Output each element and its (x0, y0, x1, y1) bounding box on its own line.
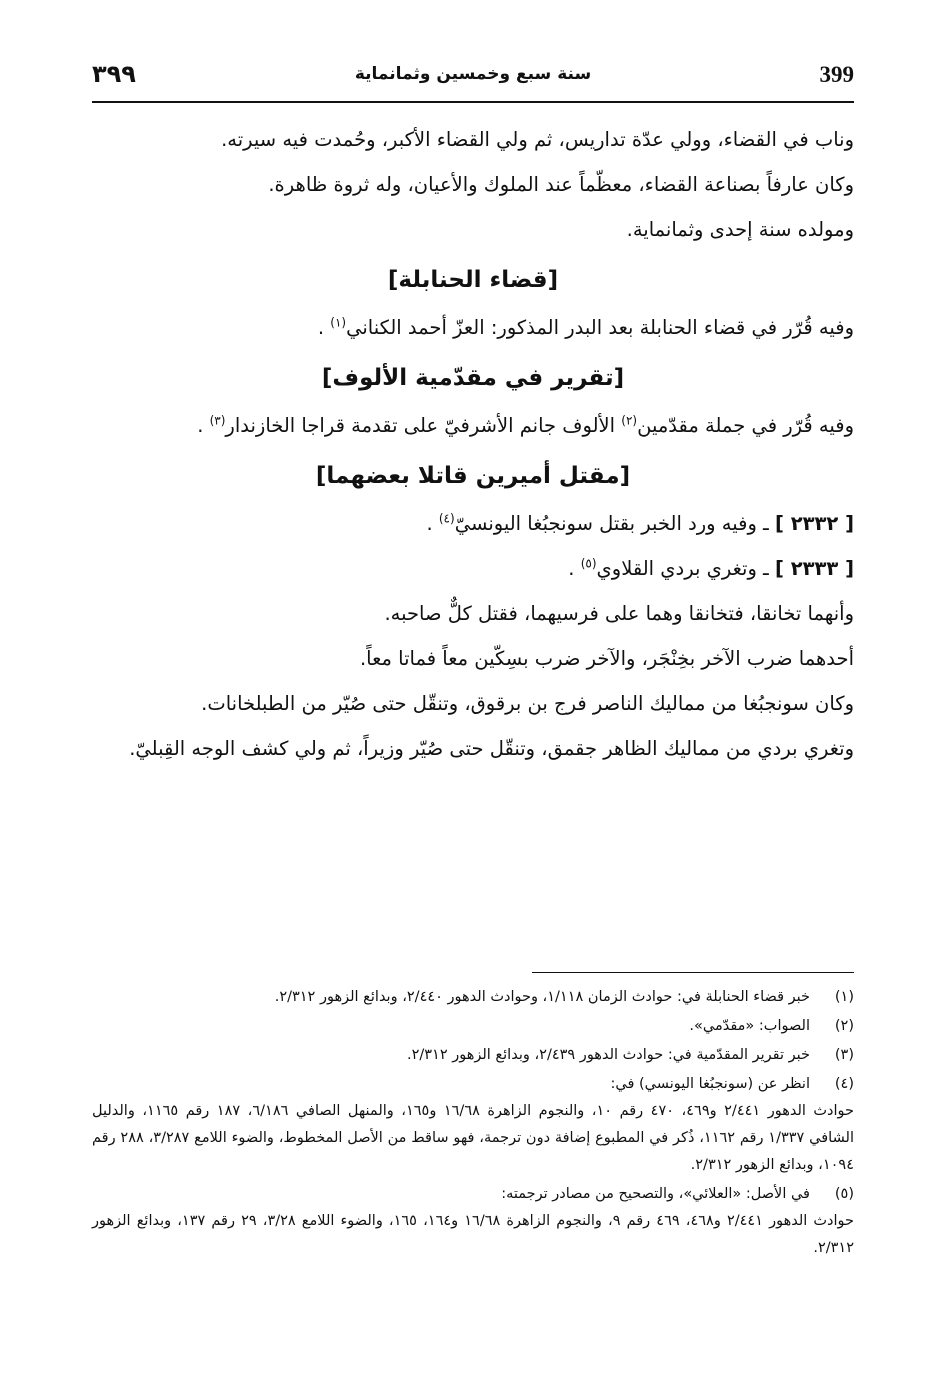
paragraph (92, 408, 854, 444)
paragraph-end: . (197, 414, 204, 437)
footnote-text: الصواب: «مقدّمي». (689, 1018, 810, 1034)
footnote-number: (٢) (834, 1018, 854, 1034)
footnote (92, 1013, 854, 1040)
section-heading: [قضاء الحنابلة] (387, 267, 559, 293)
paragraph: ومولده سنة إحدى وثمانماية. (626, 218, 854, 241)
entry-text: ـ وتغري بردي القلاوي (596, 557, 769, 580)
entry-number: [ ٢٣٣٢ ] (774, 512, 854, 535)
paragraph: وكان عارفاً بصناعة القضاء، معظّماً عند الملوك والأعيان، وله ثروة ظاهرة. (268, 173, 854, 196)
main-text (92, 122, 854, 776)
paragraph: وكان سونجبُغا من مماليك الناصر فرج بن برقوق، وتنقّل حتى صُيّر من الطبلخانات. (201, 692, 854, 715)
paragraph: وأنهما تخانقا، فتخانقا وهما على فرسيهما، فقتل كلٌّ صاحبه. (384, 602, 854, 625)
footnote (92, 984, 854, 1011)
footnote-number: (٤) (834, 1076, 854, 1092)
footnote-ref: (١) (330, 315, 347, 330)
footnote-number: (١) (834, 989, 854, 1005)
footnote-continuation: حوادث الدهور ٢/٤٤١ و٤٦٨، ٤٦٩ رقم ٩، والنجوم الزاهرة ١٦/٦٨ و١٦٤، ١٦٥، والضوء اللامع ٣/٢٨، ٢٩ رقم ١٣٧، وبدائع الزهور ٢/٣١٢. (92, 1213, 854, 1256)
paragraph-end: . (426, 512, 433, 535)
header-rule (92, 101, 854, 103)
footnote-text: انظر عن (سونجبُغا اليونسي) في: (610, 1076, 810, 1092)
running-title: سنة سبع وخمسين وثمانماية (354, 64, 592, 84)
paragraph: وناب في القضاء، وولي عدّة تداريس، ثم ولي القضاء الأكبر، وحُمدت فيه سيرته. (221, 128, 854, 151)
entry (92, 551, 854, 587)
footnote-ref: (٤) (438, 511, 455, 526)
footnote-ref: (٥) (580, 556, 597, 571)
paragraph-end: . (317, 316, 325, 339)
footnote-number: (٣) (834, 1047, 854, 1063)
page-header (92, 62, 854, 96)
footnote-text: خبر تقرير المقدّمية في: حوادث الدهور ٢/٤٣٩، وبدائع الزهور ٢/٣١٢. (406, 1047, 810, 1063)
footnote-number: (٥) (834, 1186, 854, 1202)
footnote-separator (532, 972, 854, 973)
footnote (92, 1042, 854, 1069)
paragraph (92, 310, 854, 346)
section-heading: [مقتل أميرين قاتلا بعضهما] (315, 463, 631, 489)
entry (92, 506, 854, 542)
footnote-text: في الأصل: «العلائي»، والتصحيح من مصادر ترجمته: (501, 1186, 810, 1202)
footnote-ref: (٣) (209, 413, 226, 428)
footnote-text: خبر قضاء الحنابلة في: حوادث الزمان ١/١١٨، وحوادث الدهور ٢/٤٤٠، وبدائع الزهور ٢/٣١٢. (274, 989, 810, 1005)
section-heading: [تقرير في مقدّمية الألوف] (321, 365, 625, 391)
footnotes (92, 984, 854, 1264)
paragraph-end: . (568, 557, 575, 580)
paragraph-text: وفيه قُرّر في جملة مقدّمين (637, 414, 854, 437)
entry-text: ـ وفيه ورد الخبر بقتل سونجبُغا اليونسيّ (454, 512, 769, 535)
paragraph: وتغري بردي من مماليك الظاهر جقمق، وتنقّل حتى صُيّر وزيراً، ثم ولي كشف الوجه القِبليّ. (129, 737, 854, 760)
page-number-arabic: ٣٩٩ (92, 60, 136, 88)
footnote-ref: (٢) (621, 413, 638, 428)
footnote (92, 1071, 854, 1179)
footnote-continuation: حوادث الدهور ٢/٤٤١ و٤٦٩، ٤٧٠ رقم ١٠، والنجوم الزاهرة ١٦/٦٨ و١٦٥، والمنهل الصافي ٦/١٨٦، ١٨٧ رقم ١١٦٥، والدليل الشافي ١/٣٣٧ رقم ١١٦٢، ذُكر في المطبوع إضافة دون ترجمة، فهو ساقط من الأصل المخطوط، والضوء اللامع ٣/٢٨٧، ٢٨٨ رقم ١٠٩٤، وبدائع الزهور ٢/٣١٢. (92, 1103, 854, 1173)
footnote (92, 1181, 854, 1262)
page-number-latin: 399 (819, 62, 854, 87)
paragraph-text: الألوف جانم الأشرفيّ على تقدمة قراجا الخازندار (225, 414, 616, 437)
paragraph: أحدهما ضرب الآخر بخِنْجَر، والآخر ضرب بسِكّين معاً فماتا معاً. (359, 647, 854, 670)
paragraph-text: وفيه قُرّر في قضاء الحنابلة بعد البدر المذكور: العزّ أحمد الكناني (346, 316, 854, 339)
entry-number: [ ٢٣٣٣ ] (774, 557, 854, 580)
